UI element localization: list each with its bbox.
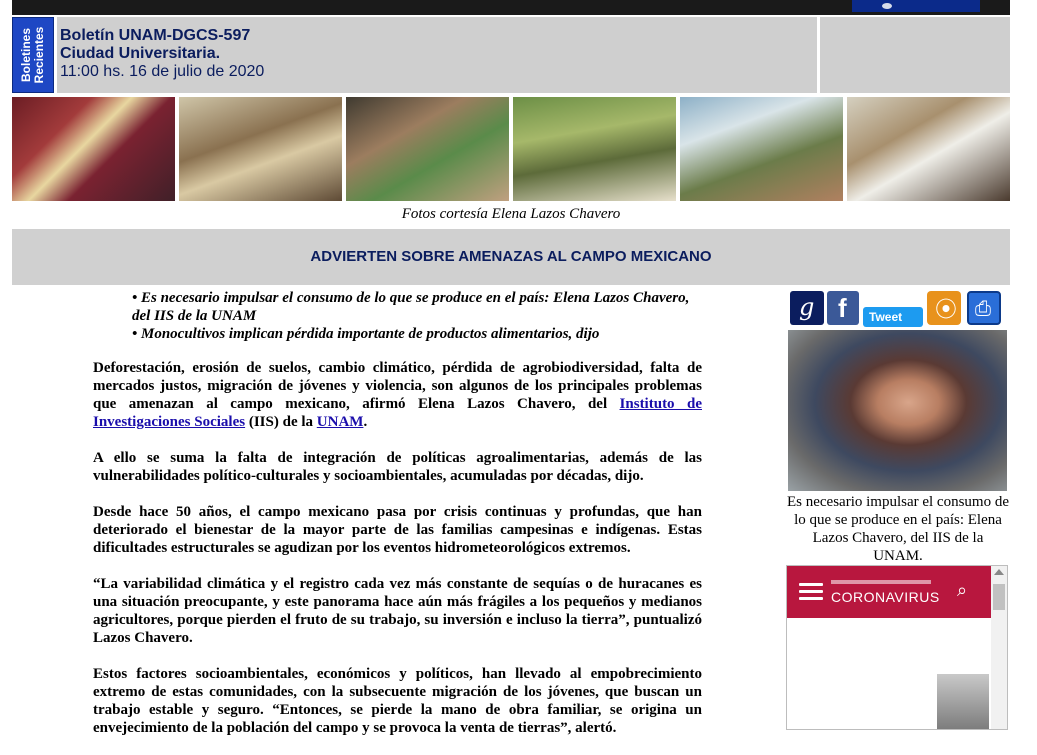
unam-link[interactable]: UNAM — [316, 414, 364, 430]
coronavirus-embed[interactable] — [786, 565, 1008, 730]
portrait-caption: Es necesario impulsar el consumo de lo que se produce en el país: Elena Lazos Chavero, del IIS de la UNAM. — [786, 494, 1010, 564]
bulletin-datetime: 11:00 hs. 16 de julio de 2020 — [60, 63, 265, 80]
photo-strip — [12, 97, 1010, 201]
print-glyph: ⎙ — [975, 296, 991, 320]
boletines-recientes-label — [20, 27, 46, 84]
bulletin-info-box — [57, 17, 817, 93]
paragraph-text: . — [363, 414, 368, 430]
photo-women-cooking — [346, 97, 509, 201]
boletines-recientes-button[interactable] — [12, 17, 54, 93]
unam-banner-logo[interactable] — [852, 0, 980, 12]
portrait-photo — [788, 330, 1007, 491]
gaceta-icon[interactable] — [790, 291, 824, 325]
facebook-icon[interactable] — [827, 291, 859, 325]
photo-produce-vendor — [847, 97, 1010, 201]
iis-link[interactable]: Instituto de Investigaciones Sociales — [93, 396, 702, 430]
photo-vendor-hat — [680, 97, 843, 201]
photo-caption: Fotos cortesía Elena Lazos Chavero — [401, 206, 621, 222]
article-title-band — [12, 229, 1010, 285]
tweet-label: Tweet — [869, 310, 903, 324]
coronavirus-thumbnail — [937, 674, 989, 730]
print-icon[interactable] — [967, 291, 1001, 325]
summary-bullet: • Es necesario impulsar el consumo de lo que se produce en el país: Elena Lazos Chavero, del IIS de la UNAM — [132, 290, 690, 324]
hamburger-menu-icon[interactable] — [799, 583, 823, 601]
rss-icon[interactable] — [927, 291, 961, 325]
paragraph-text: (IIS) de la — [245, 414, 317, 430]
bulletin-location: Ciudad Universitaria. — [60, 45, 221, 62]
article-paragraph — [93, 359, 702, 431]
summary-bullet: • Monocultivos implican pérdida importante de productos alimentarios, dijo — [132, 326, 600, 342]
photo-corn-cobs — [12, 97, 175, 201]
article-paragraph: “La variabilidad climática y el registro cada vez más constante de sequías o de huracanes es una situación preocupante, y este panorama hace aún más frágiles a los pequeños y medianos agricultores, porque pierden el fruto de su trabajo, su inversión e incluso la tierra”, puntualizó Lazos Chavero. — [93, 576, 702, 646]
scroll-up-icon[interactable] — [994, 569, 1004, 575]
gaceta-glyph: g — [799, 293, 815, 321]
article-paragraph: A ello se suma la falta de integración de políticas agroalimentarias, además de las vulnerabilidades político-culturales y socioambientales, acumuladas por décadas, dijo. — [93, 450, 702, 484]
bulletin-header — [12, 17, 1010, 93]
tab-label-line-1: Boletines — [19, 27, 33, 83]
paragraph-text: Deforestación, erosión de suelos, cambio climático, pérdida de agrobiodiversidad, falta de mercados justos, migración de jóvenes y violencia, son algunos de los principales problemas que amenazan al campo mexicano, afirmó Elena Lazos Chavero, del — [93, 360, 702, 412]
coronavirus-label: CORONAVIRUS — [831, 589, 940, 605]
header-side-box — [820, 17, 1010, 93]
scrollbar-thumb[interactable] — [993, 584, 1005, 610]
article-paragraph: Estos factores socioambientales, económicos y políticos, han llevado al empobrecimiento extremo de estas comunidades, con la subsecuente migración de los jóvenes, que buscan un trabajo estable y seguro. “Entonces, se pierde la mano de obra familiar, se origina un envejecimiento de la población del campo y se provoca la venta de tierras”, alertó. — [93, 666, 702, 736]
photo-farmers-field — [513, 97, 676, 201]
search-icon[interactable]: ⌕ — [957, 580, 968, 601]
facebook-glyph: f — [838, 293, 847, 323]
tweet-button[interactable] — [863, 307, 923, 327]
tab-label-line-2: Recientes — [32, 26, 46, 84]
article-paragraph: Desde hace 50 años, el campo mexicano pasa por crisis continuas y profundas, que han deteriorado el bienestar de la mayor parte de las familias campesinas e indígenas. Estas dificultades estructurales se agudizan por los eventos hidrometeorológicos extremos. — [93, 504, 702, 556]
coronavirus-header — [787, 566, 991, 618]
embed-scrollbar[interactable] — [991, 566, 1007, 730]
share-toolbar — [790, 291, 1010, 327]
top-banner — [12, 0, 1010, 15]
article-title: ADVIERTEN SOBRE AMENAZAS AL CAMPO MEXICANO — [310, 248, 712, 265]
photo-market-stall — [179, 97, 342, 201]
bulletin-id: Boletín UNAM-DGCS-597 — [60, 27, 251, 44]
article-summary-bullets — [132, 289, 692, 343]
coronavirus-sub-bar — [831, 580, 931, 584]
article-body — [93, 359, 702, 755]
rss-glyph: ⦿ — [935, 298, 958, 323]
